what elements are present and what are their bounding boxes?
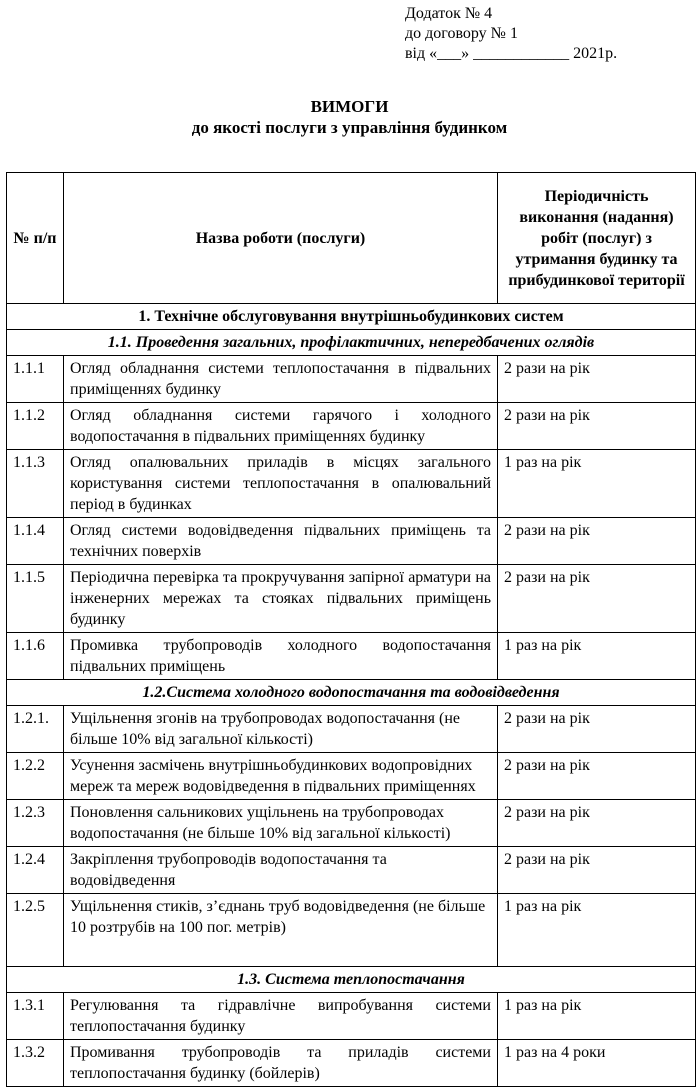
work-name-cell: Регулювання та гідравлічне випробування системи теплопостачання будинку [64, 993, 498, 1040]
row-number-cell: 1.3.2 [7, 1040, 64, 1087]
table-row [7, 518, 696, 565]
frequency-cell: 2 рази на рік [498, 753, 696, 800]
row-number-cell: 1.2.1. [7, 706, 64, 753]
row-number-cell: 1.2.3 [7, 800, 64, 847]
work-name-cell: Огляд опалювальних приладів в місцях загального користування системи теплопостачання в опалювальний період в будинках [64, 450, 498, 518]
ref-line-annex: Додаток № 4 [405, 5, 493, 22]
section-header-row [7, 680, 696, 706]
frequency-cell: 2 рази на рік [498, 565, 696, 633]
work-name-cell: Промивання трубопроводів та приладів системи теплопостачання будинку (бойлерів) [64, 1040, 498, 1087]
row-number-cell: 1.1.2 [7, 403, 64, 450]
table-row [7, 633, 696, 680]
row-number-cell: 1.2.4 [7, 847, 64, 894]
row-number-cell: 1.2.5 [7, 894, 64, 967]
row-number-cell: 1.3.1 [7, 993, 64, 1040]
frequency-cell: 2 рази на рік [498, 403, 696, 450]
frequency-cell: 1 раз на рік [498, 633, 696, 680]
document-ref-block [405, 4, 617, 64]
frequency-cell: 1 раз на 4 роки [498, 1040, 696, 1087]
column-header-number: № п/п [7, 173, 64, 304]
table-row [7, 565, 696, 633]
table-row [7, 753, 696, 800]
table-header-row [7, 173, 696, 304]
work-name-cell: Поновлення сальникових ущільнень на трубопроводах водопостачання (не більше 10% від загальної кількості) [64, 800, 498, 847]
table-row [7, 800, 696, 847]
table-row [7, 1040, 696, 1087]
row-number-cell: 1.1.3 [7, 450, 64, 518]
row-number-cell: 1.1.1 [7, 356, 64, 403]
frequency-cell: 2 рази на рік [498, 518, 696, 565]
work-name-cell: Огляд системи водовідведення підвальних приміщень та технічних поверхів [64, 518, 498, 565]
subsection-title: 1.1. Проведення загальних, профілактичних, непередбачених оглядів [7, 330, 696, 356]
frequency-cell: 2 рази на рік [498, 847, 696, 894]
section-header-row [7, 967, 696, 993]
row-number-cell: 1.1.6 [7, 633, 64, 680]
table-row [7, 706, 696, 753]
subsection-title: 1.3. Система теплопостачання [7, 967, 696, 993]
work-name-cell: Усунення засмічень внутрішньобудинкових водопровідних мереж та мереж водовідведення в підвальних приміщеннях [64, 753, 498, 800]
work-name-cell: Періодична перевірка та прокручування запірної арматури на інженерних мережах та стояках підвальних приміщень будинку [64, 565, 498, 633]
section-header-row [7, 330, 696, 356]
frequency-cell: 2 рази на рік [498, 800, 696, 847]
table-row [7, 894, 696, 967]
subsection-title: 1.2.Система холодного водопостачання та водовідведення [7, 680, 696, 706]
work-name-cell: Огляд обладнання системи гарячого і холодного водопостачання в підвальних приміщеннях будинку [64, 403, 498, 450]
work-name-cell: Промивка трубопроводів холодного водопостачання підвальних приміщень [64, 633, 498, 680]
row-number-cell: 1.1.5 [7, 565, 64, 633]
section-header-row [7, 304, 696, 330]
frequency-cell: 1 раз на рік [498, 993, 696, 1040]
work-name-cell: Ущільнення стиків, з’єднань труб водовідведення (не більше 10 розтрубів на 100 пог. метрів) [64, 894, 498, 967]
frequency-cell: 2 рази на рік [498, 356, 696, 403]
table-row [7, 403, 696, 450]
table-row [7, 356, 696, 403]
ref-line-contract: до договору № 1 [405, 25, 518, 42]
title-line-2: до якості послуги з управління будинком [191, 118, 508, 137]
section-title: 1. Технічне обслуговування внутрішньобудинкових систем [7, 304, 696, 330]
row-number-cell: 1.1.4 [7, 518, 64, 565]
requirements-table [6, 172, 696, 1087]
work-name-cell: Закріплення трубопроводів водопостачання та водовідведення [64, 847, 498, 894]
table-row [7, 847, 696, 894]
frequency-cell: 1 раз на рік [498, 450, 696, 518]
column-header-frequency: Періодичність виконання (надання) робіт (послуг) з утримання будинку та прибудинкової території [498, 173, 696, 304]
document-title [0, 96, 699, 138]
table-row [7, 993, 696, 1040]
frequency-cell: 1 раз на рік [498, 894, 696, 967]
title-line-1: ВИМОГИ [310, 97, 389, 116]
work-name-cell: Огляд обладнання системи теплопостачання в підвальних приміщеннях будинку [64, 356, 498, 403]
work-name-cell: Ущільнення згонів на трубопроводах водопостачання (не більше 10% від загальної кількості) [64, 706, 498, 753]
ref-line-date: від «___» ____________ 2021р. [405, 45, 618, 62]
frequency-cell: 2 рази на рік [498, 706, 696, 753]
column-header-work-name: Назва роботи (послуги) [64, 173, 498, 304]
row-number-cell: 1.2.2 [7, 753, 64, 800]
table-row [7, 450, 696, 518]
